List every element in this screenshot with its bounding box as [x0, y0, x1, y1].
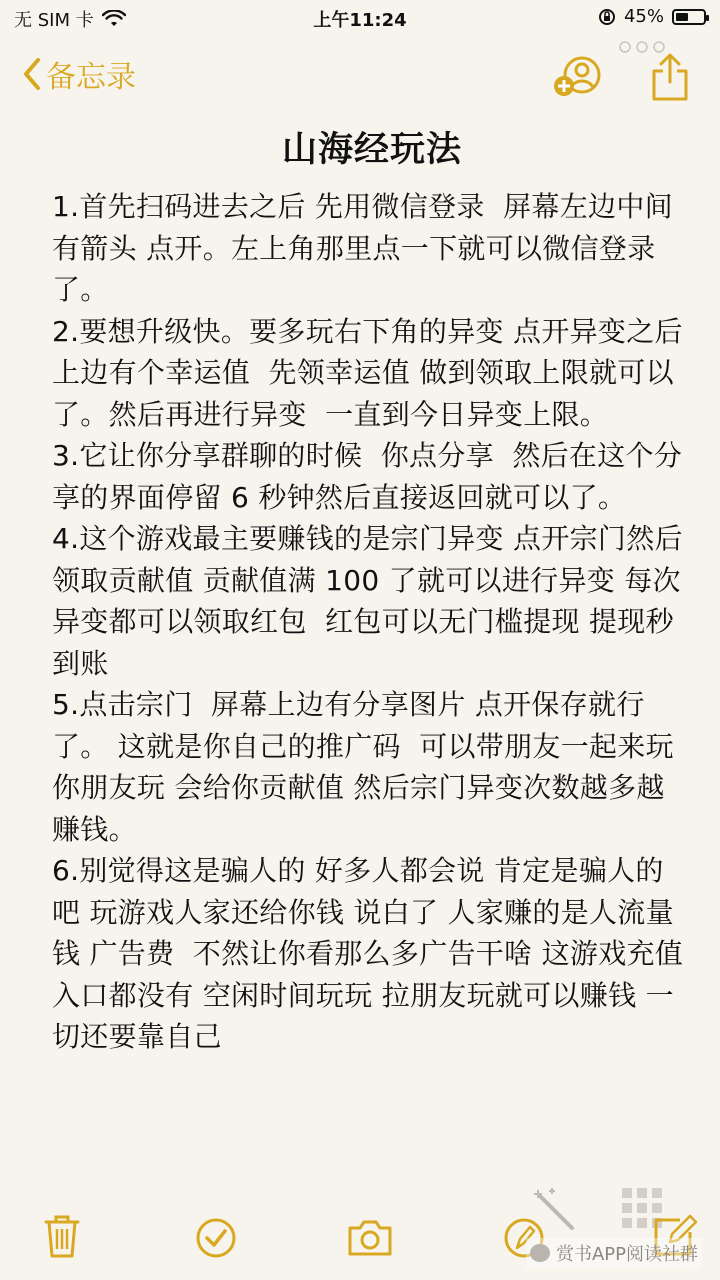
camera-icon[interactable] [346, 1212, 394, 1260]
add-person-icon[interactable] [552, 54, 602, 100]
share-icon[interactable] [648, 52, 692, 102]
nav-bar [0, 40, 720, 110]
carrier-label: 无 SIM 卡 [14, 10, 94, 31]
trash-icon[interactable] [38, 1212, 86, 1260]
chevron-left-icon [22, 57, 42, 91]
battery-fill [676, 13, 688, 21]
note-body: 1.首先扫码进去之后 先用微信登录 屏幕左边中间有箭头 点开。左上角那里点一下就可以微信登录了。 2.要想升级快。要多玩右下角的异变 点开异变之后上边有个幸运值 先领幸运值 做到领取上限就可以了。然后再进行异变 一直到今日异变上限。 3.它让你分享群聊的时候 你点分享 然后在这个分享的界面停留 6 秒钟然后直接返回就可以了。 4.这个游戏最主要赚钱的是宗门异变 点开宗门然后领取贡献值 贡献值满 100 了就可以进行异变 每次异变都可以领取红包 红包可以无门槛提现 提现秒到账 5.点击宗门 屏幕上边有分享图片 点开保存就行了。 这就是你自己的推广码 可以带朋友一起来玩 你朋友玩 会给你贡献值 然后宗门异变次数越多越赚钱。 6.别觉得这是骗人的 好多人都会说 肯定是骗人的吧 玩游戏人家还给你钱 说白了 人家赚的是人流量钱 广告费 不然让你看那么多广告干啥 这游戏充值入口都没有 空闲时间玩玩 拉朋友玩就可以赚钱 一切还要靠自己 [52, 190, 684, 1053]
note-title: 山海经玩法 [281, 130, 462, 170]
status-time: 上午11:24 [313, 10, 407, 31]
battery-percent: 45% [623, 6, 664, 27]
back-label: 备忘录 [46, 60, 136, 95]
note-content[interactable] [52, 122, 692, 1058]
status-right [598, 6, 706, 27]
watermark-text: 赏书APP阅读社群 [555, 1244, 698, 1265]
battery-icon [672, 9, 706, 25]
checkmark-circle-icon[interactable] [192, 1212, 240, 1260]
back-button[interactable] [22, 52, 136, 96]
status-bar [0, 0, 720, 36]
wechat-logo-icon [530, 1244, 550, 1262]
watermark [526, 1238, 702, 1268]
orientation-lock-icon [598, 8, 616, 26]
